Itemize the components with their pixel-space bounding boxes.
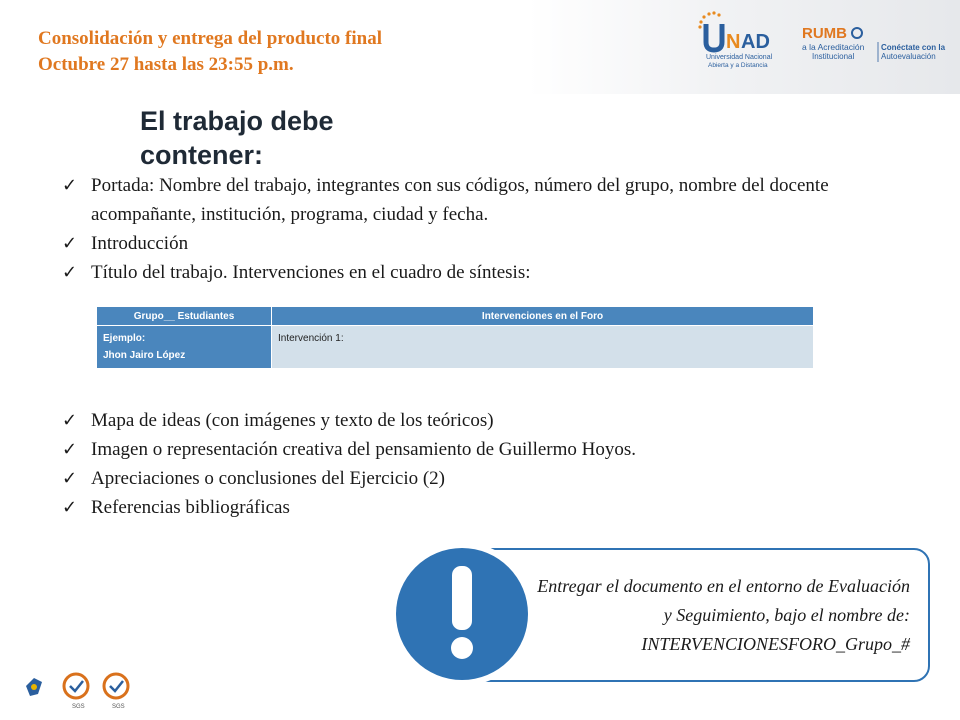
list-item	[60, 464, 840, 493]
rumbo-line1: a la Acreditación	[802, 42, 865, 52]
unad-logo	[696, 10, 778, 70]
rumbo-acreditacion-logo	[802, 24, 952, 64]
list-item	[60, 406, 840, 435]
rumbo-word: RUMB	[802, 25, 847, 42]
delivery-callout	[472, 548, 930, 682]
synthesis-table	[96, 306, 814, 369]
example-cell	[97, 326, 272, 369]
intervention-cell: Intervención 1:	[272, 326, 814, 369]
checkmark-icon: ✓	[62, 497, 78, 518]
checkmark-icon: ✓	[62, 175, 78, 196]
checkmark-icon: ✓	[62, 410, 78, 431]
svg-text:N: N	[726, 31, 741, 53]
column-header-group: Grupo__ Estudiantes	[97, 307, 272, 326]
list-item-text: Mapa de ideas (con imágenes y texto de los teóricos)	[91, 410, 494, 431]
list-item	[60, 171, 840, 229]
sgs-badge-icon	[104, 674, 128, 698]
list-item	[60, 229, 840, 258]
sgs-badge-icon	[64, 674, 88, 698]
section-subtitle: El trabajo debe contener:	[140, 106, 334, 170]
header-title	[38, 26, 382, 78]
column-header-interventions: Intervenciones en el Foro	[272, 307, 814, 326]
requirements-list-a	[60, 171, 840, 287]
list-item-text: Título del trabajo. Intervenciones en el cuadro de síntesis:	[91, 262, 531, 283]
checkmark-icon: ✓	[62, 468, 78, 489]
list-item	[60, 493, 840, 522]
exclamation-icon	[386, 538, 538, 690]
table-row	[97, 326, 814, 369]
unad-logo-line2: Abierta y a Distancia	[708, 62, 768, 69]
list-item	[60, 435, 840, 464]
checkmark-icon: ✓	[62, 262, 78, 283]
list-item-text: Introducción	[91, 233, 189, 254]
example-name: Jhon Jairo López	[103, 350, 186, 361]
svg-text:AD: AD	[741, 31, 770, 53]
callout-text: Entregar el documento en el entorno de Evaluación y Seguimiento, bajo el nombre de: INTERVENCIONESFORO_Grupo_#	[537, 576, 910, 654]
footer-certification-logos	[20, 670, 138, 710]
rumbo-line2: Institucional	[812, 52, 855, 61]
header-title-line1: Consolidación y entrega del producto final	[38, 28, 382, 49]
example-label: Ejemplo:	[103, 333, 146, 344]
list-item-text: Apreciaciones o conclusiones del Ejercicio (2)	[91, 468, 445, 489]
list-item	[60, 258, 840, 287]
checkmark-icon: ✓	[62, 439, 78, 460]
list-item-text: Referencias bibliográficas	[91, 497, 290, 518]
sgs-badge-label: SGS	[112, 704, 125, 710]
requirements-list-b	[60, 406, 840, 522]
header-title-line2: Octubre 27 hasta las 23:55 p.m.	[38, 54, 294, 75]
rumbo-tag2: Autoevaluación	[881, 52, 936, 61]
list-item-text: Imagen o representación creativa del pensamiento de Guillermo Hoyos.	[91, 439, 636, 460]
unad-logo-line1: Universidad Nacional	[706, 54, 773, 61]
checkmark-icon: ✓	[62, 233, 78, 254]
list-item-text: Portada: Nombre del trabajo, integrantes con sus códigos, número del grupo, nombre del docente acompañante, institución, programa, ciudad y fecha.	[91, 175, 829, 225]
table-header-row	[97, 307, 814, 326]
rumbo-tag1: Conéctate con la	[881, 43, 946, 52]
sgs-badge-label: SGS	[72, 704, 85, 710]
